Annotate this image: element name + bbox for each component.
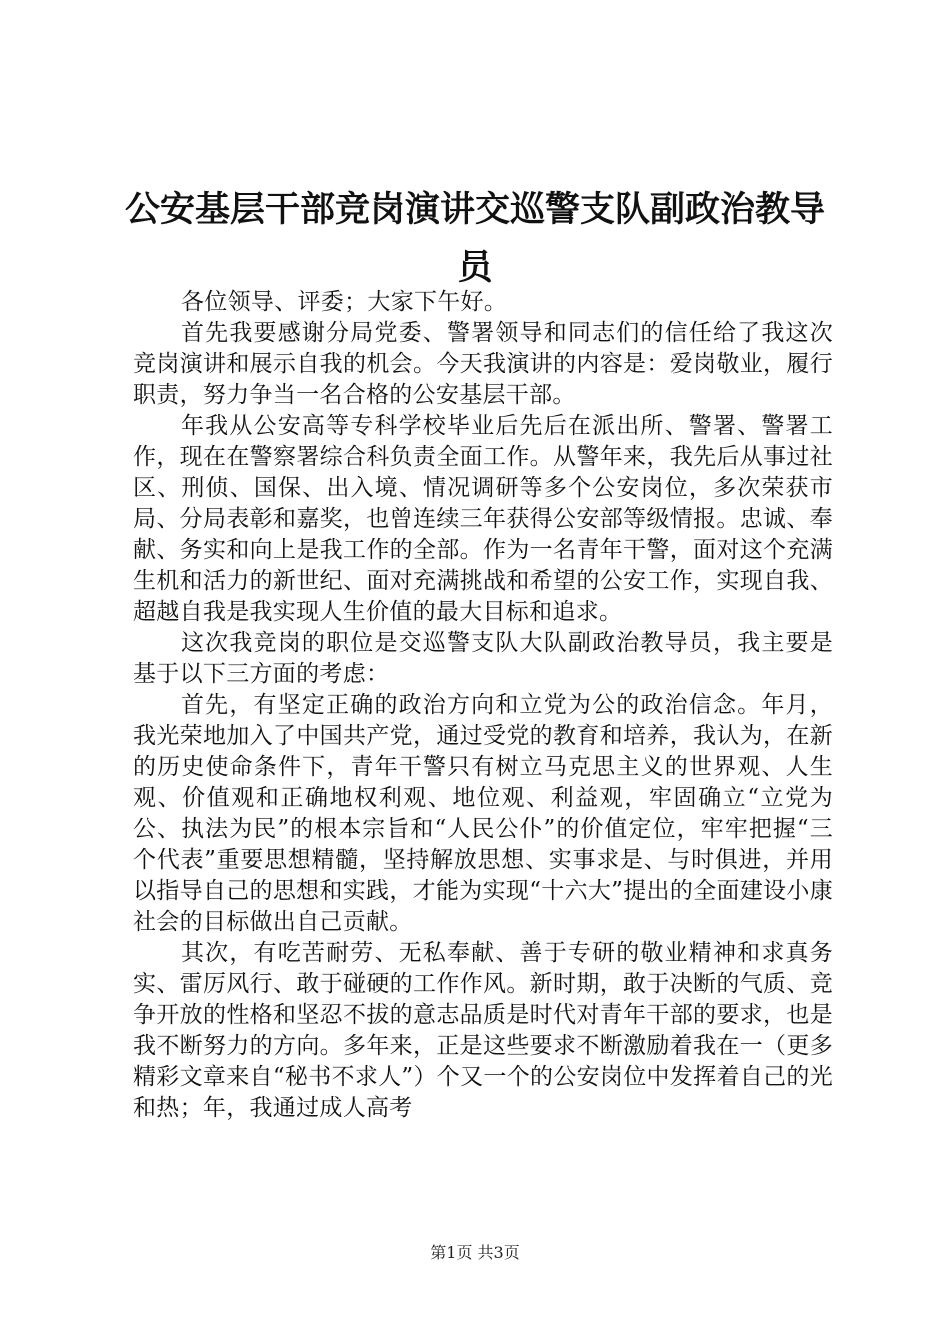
paragraph-thanks: 首先我要感谢分局党委、警署领导和同志们的信任给了我这次竞岗演讲和展示自我的机会。今天我演讲的内容是：爱岗敬业，履行职责，努力争当一名合格的公安基层干部。 <box>133 320 833 408</box>
paragraph-second-reason: 其次，有吃苦耐劳、无私奉献、善于专研的敬业精神和求真务实、雷厉风行、敢于碰硬的工作作风。新时期，敢于决断的气质、竞争开放的性格和坚忍不拔的意志品质是时代对青年干部的要求，也是我不断努力的方向。多年来，正是这些要求不断激励着我在一（更多精彩文章来自“秘书不求人”）个又一个的公安岗位中发挥着自己的光和热；年，我通过成人高考 <box>133 940 833 1121</box>
paragraph-first-reason: 首先，有坚定正确的政治方向和立党为公的政治信念。年月，我光荣地加入了中国共产党，通过受党的教育和培养，我认为，在新的历史使命条件下，青年干警只有树立马克思主义的世界观、人生观、价值观和正确地权利观、地位观、利益观，牢固确立“立党为公、执法为民”的根本宗旨和“人民公仆”的价值定位，牢牢把握“三个代表”重要思想精髓，坚持解放思想、实事求是、与时俱进，并用以指导自己的思想和实践，才能为实现“十六大”提出的全面建设小康社会的目标做出自己贡献。 <box>133 692 833 935</box>
document-title-line-2: 员 <box>457 248 493 288</box>
document-title-line-1: 公安基层干部竞岗演讲交巡警支队副政治教导 <box>124 190 825 230</box>
page-number-footer: 第1页 共3页 <box>430 1243 520 1262</box>
paragraph-background: 年我从公安高等专科学校毕业后先后在派出所、警署、警署工作，现在在警察署综合科负责全面工作。从警年来，我先后从事过社区、刑侦、国保、出入境、情况调研等多个公安岗位，多次荣获市局、分局表彰和嘉奖，也曾连续三年获得公安部等级情报。忠诚、奉献、务实和向上是我工作的全部。作为一名青年干警，面对这个充满生机和活力的新世纪、面对充满挑战和希望的公安工作，实现自我、超越自我是我实现人生价值的最大目标和追求。 <box>133 413 833 625</box>
paragraph-position: 这次我竞岗的职位是交巡警支队大队副政治教导员，我主要是基于以下三方面的考虑： <box>133 630 833 687</box>
paragraph-greeting: 各位领导、评委；大家下午好。 <box>181 289 508 315</box>
document-body <box>133 287 833 1124</box>
